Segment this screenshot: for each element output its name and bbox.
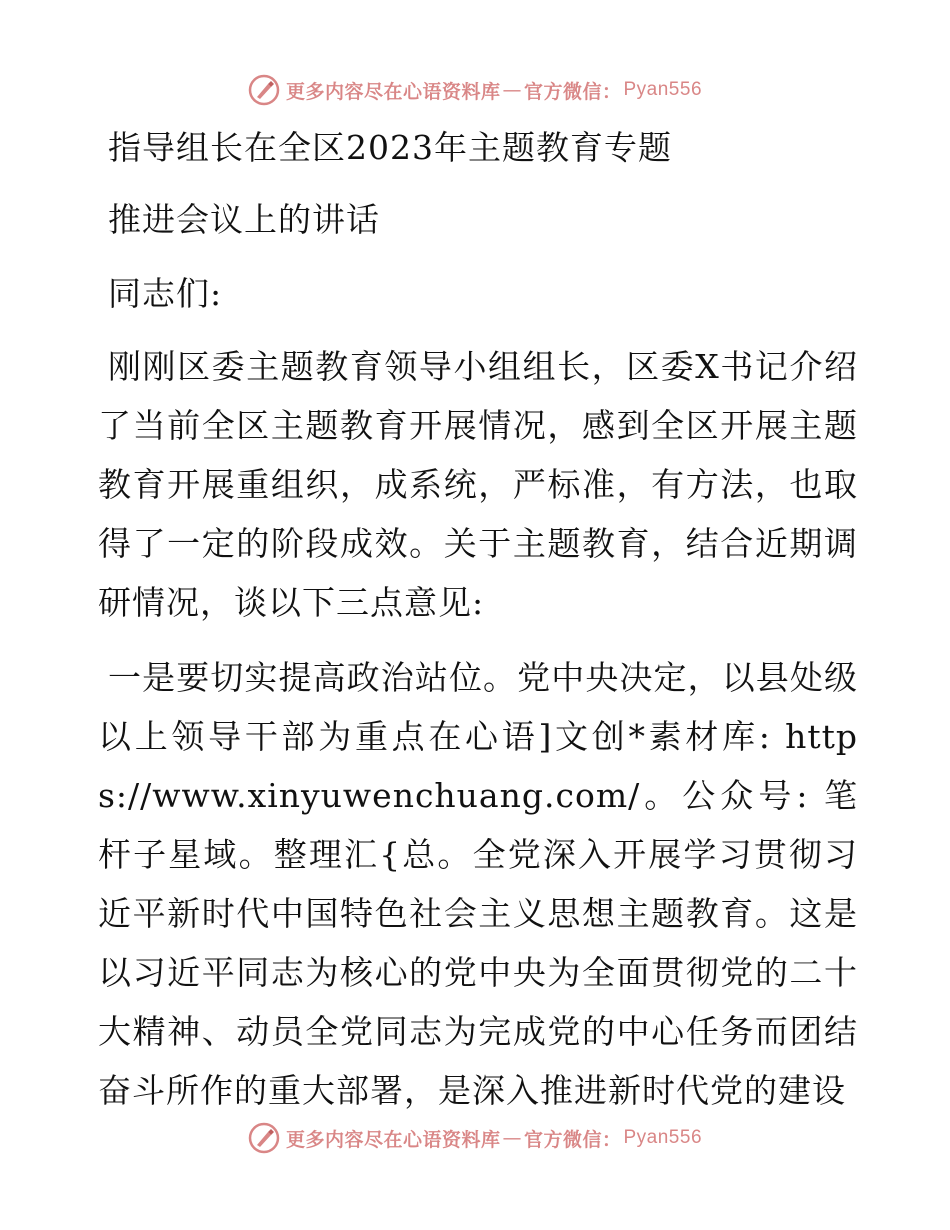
header-watermark [0, 70, 950, 110]
paragraph-2: 一是要切实提高政治站位。党中央决定，以县处级以上领导干部为重点在心语]文创*素材库: https://www.xinyuwenchuang.com/。公众号: 笔杆子星域。整理汇{总。全党深入开展学习贯彻习近平新时代中国特色社会主义思想主题教育。这是以习近平同志为核心的党中央为全面贯彻党的二十大精神、动员全党同志为完成党的中心任务而团结奋斗所作的重大部署，是深入推进新时代党的建设 [98, 658, 858, 1110]
watermark-separator: — [502, 79, 522, 101]
watermark-wechat-label: 官方微信： [523, 80, 622, 103]
watermark-wechat-id: Pyan556 [623, 1127, 703, 1148]
watermark-wechat-id: Pyan556 [623, 79, 703, 100]
document-title-line2: 推进会议上的讲话 [108, 200, 380, 239]
pen-logo-icon [248, 1122, 280, 1154]
watermark-text: 更多内容尽在心语资料库 [285, 80, 501, 103]
watermark-wechat-label: 官方微信： [523, 1128, 622, 1151]
paragraph-1: 刚刚区委主题教育领导小组组长，区委X书记介绍了当前全区主题教育开展情况，感到全区开展主题教育开展重组织，成系统，严标准，有方法，也取得了一定的阶段成效。关于主题教育，结合近期调研情况，谈以下三点意见: [98, 347, 858, 622]
watermark-separator: — [502, 1127, 522, 1149]
footer-watermark [0, 1118, 950, 1158]
document-title-line1: 指导组长在全区2023年主题教育专题 [108, 128, 672, 167]
salutation: 同志们: [108, 274, 223, 313]
pen-logo-icon [248, 74, 280, 106]
watermark-text: 更多内容尽在心语资料库 [285, 1128, 501, 1151]
